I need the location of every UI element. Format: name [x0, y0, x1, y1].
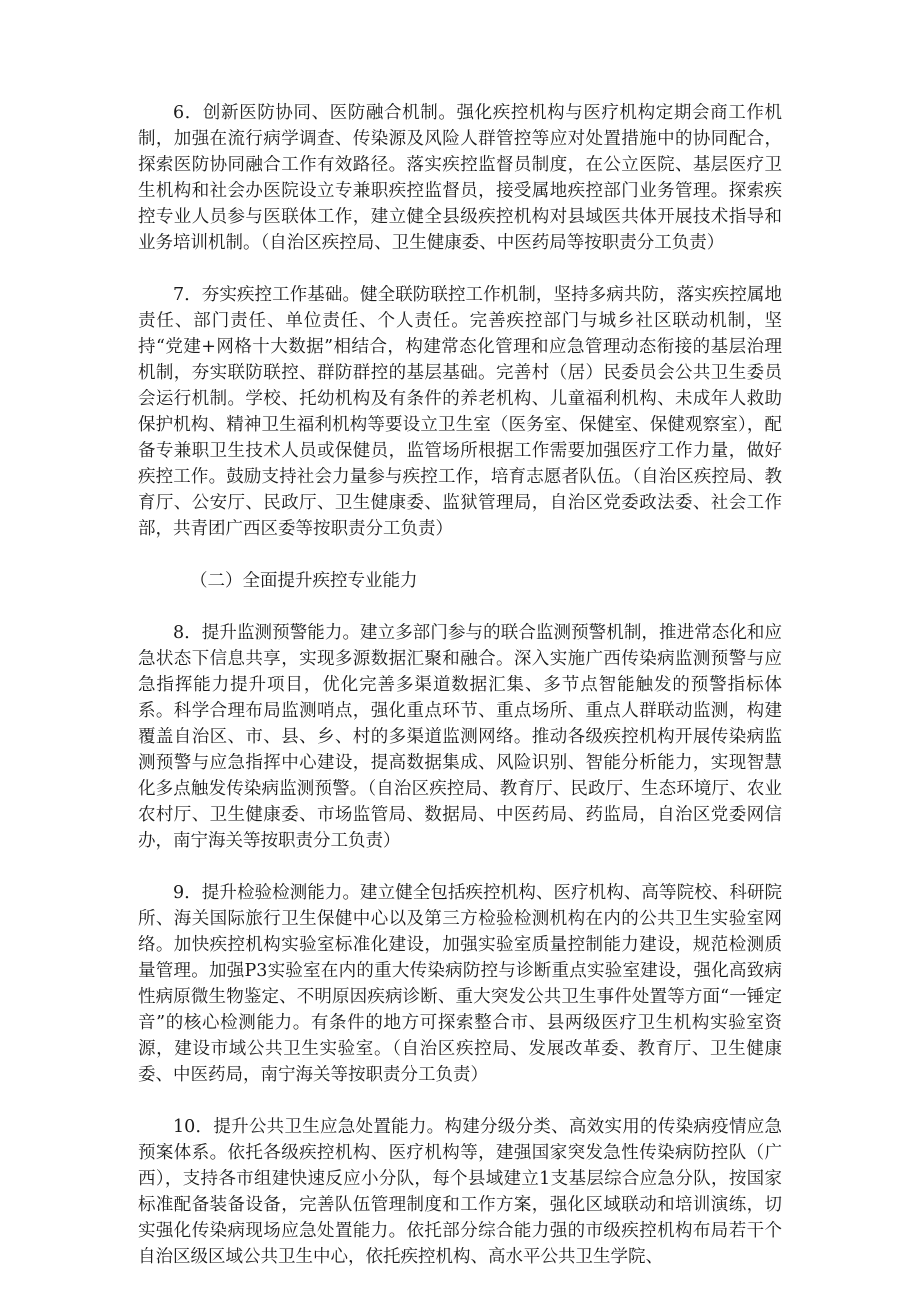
paragraph-6-medical-prevention-synergy: 6．创新医防协同、医防融合机制。强化疾控机构与医疗机构定期会商工作机制，加强在流行病学调查、传染源及风险人群管控等应对处置措施中的协同配合，探索医防协同融合工作有效路径。落实疾控监督员制度，在公立医院、基层医疗卫生机构和社会办医院设立专兼职疾控监督员，接受属地疾控部门业务管理。探索疾控专业人员参与医联体工作，建立健全县级疾控机构对县域医共体开展技术指导和业务培训机制。（自治区疾控局、卫生健康委、中医药局等按职责分工负责）	[138, 103, 782, 253]
paragraph-7-disease-control-foundation: 7．夯实疾控工作基础。健全联防联控工作机制，坚持多病共防，落实疾控属地责任、部门责任、单位责任、个人责任。完善疾控部门与城乡社区联动机制，坚持“党建+网格十大数据”相结合，构建常态化管理和应急管理动态衔接的基层治理机制，夯实联防联控、群防群控的基层基础。完善村（居）民委员会公共卫生委员会运行机制。学校、托幼机构及有条件的养老机构、儿童福利机构、未成年人救助保护机构、精神卫生福利机构等要设立卫生室（医务室、保健室、保健观察室），配备专兼职卫生技术人员或保健员，监管场所根据工作需要加强医疗工作力量，做好疾控工作。鼓励支持社会力量参与疾控工作，培育志愿者队伍。（自治区疾控局、教育厅、公安厅、民政厅、卫生健康委、监狱管理局，自治区党委政法委、社会工作部，共青团广西区委等按职责分工负责）	[138, 285, 782, 539]
paragraph-9-testing-capacity: 9．提升检验检测能力。建立健全包括疾控机构、医疗机构、高等院校、科研院所、海关国际旅行卫生保健中心以及第三方检验检测机构在内的公共卫生实验室网络。加快疾控机构实验室标准化建设，加强实验室质量控制能力建设，规范检测质量管理。加强P3实验室在内的重大传染病防控与诊断重点实验室建设，强化高致病性病原微生物鉴定、不明原因疾病诊断、重大突发公共卫生事件处置等方面“一锤定音”的核心检测能力。有条件的地方可探索整合市、县两级医疗卫生机构实验室资源，建设市域公共卫生实验室。（自治区疾控局、发展改革委、教育厅、卫生健康委、中医药局，南宁海关等按职责分工负责）	[138, 883, 782, 1085]
paragraph-10-emergency-response: 10．提升公共卫生应急处置能力。构建分级分类、高效实用的传染病疫情应急预案体系。依托各级疾控机构、医疗机构等，建强国家突发急性传染病防控队（广西），支持各市组建快速反应小分队，每个县域建立1支基层综合应急分队，按国家标准配备装备设备，完善队伍管理制度和工作方案，强化区域联动和培训演练，切实强化传染病现场应急处置能力。依托部分综合能力强的市级疾控机构布局若干个自治区级区域公共卫生中心，依托疾控机构、高水平公共卫生学院、	[138, 1117, 782, 1267]
document-page	[138, 100, 782, 1296]
section-heading-2: （二）全面提升疾控专业能力	[190, 571, 418, 591]
paragraph-8-monitoring-warning: 8．提升监测预警能力。建立多部门参与的联合监测预警机制，推进常态化和应急状态下信息共享，实现多源数据汇聚和融合。深入实施广西传染病监测预警与应急指挥能力提升项目，优化完善多渠道数据汇集、多节点智能触发的预警指标体系。科学合理布局监测哨点，强化重点环节、重点场所、重点人群联动监测，构建覆盖自治区、市、县、乡、村的多渠道监测网络。推动各级疾控机构开展传染病监测预警与应急指挥中心建设，提高数据集成、风险识别、智能分析能力，实现智慧化多点触发传染病监测预警。（自治区疾控局、教育厅、民政厅、生态环境厅、农业农村厅、卫生健康委、市场监管局、数据局、中医药局、药监局，自治区党委网信办，南宁海关等按职责分工负责）	[138, 623, 782, 851]
